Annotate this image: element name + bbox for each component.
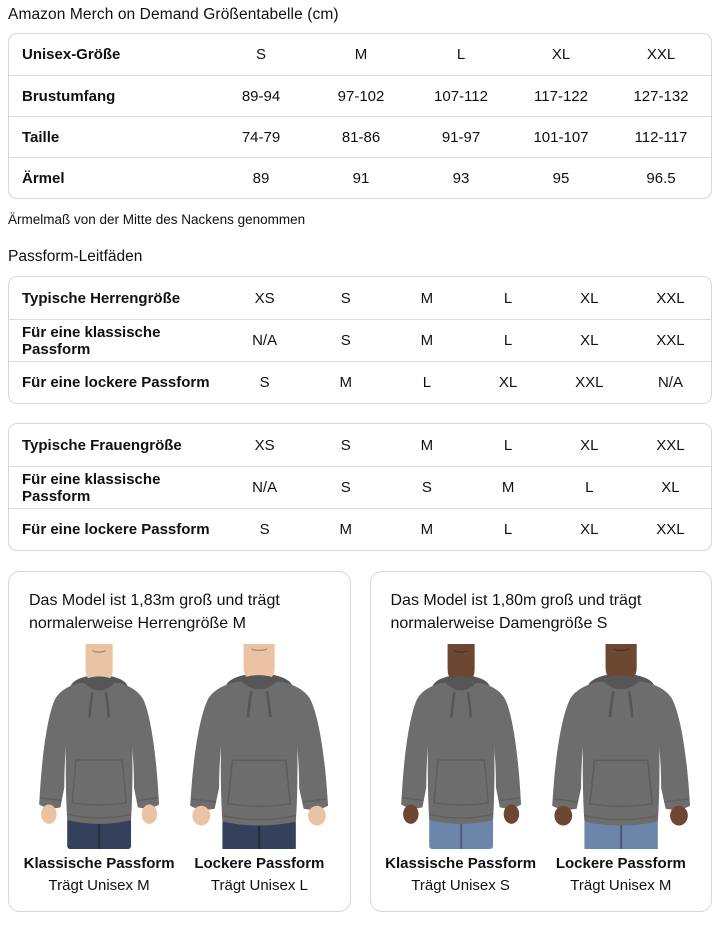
fit-size: L [503,289,513,307]
measure-value: 96.5 [646,169,676,187]
fit-size: L [585,479,594,496]
fit-size: XXL [656,521,685,538]
fit-size: XL [498,374,518,391]
female-model-card [370,571,713,912]
row-label: Für eine klassische Passform [22,470,161,505]
measure-value: 107-112 [434,87,488,105]
fit-size: L [503,521,513,538]
fit-size: XL [661,479,680,496]
table-row [9,319,711,361]
size-header: XXL [646,46,676,63]
size-header: M [354,46,368,63]
figures-row [19,644,340,897]
fit-size: S [340,479,351,496]
worn-size-label: Trägt Unisex S [411,876,510,894]
fit-label: Lockere Passform [555,855,686,872]
fit-size: XS [254,289,275,307]
fit-size: L [503,436,513,454]
fit-size: XXL [656,289,685,307]
male-loose-hoodie-photo [179,644,339,849]
fit-guides-heading: Passform-Leitfäden [8,248,143,265]
page-title: Amazon Merch on Demand Größentabelle (cm) [8,6,339,23]
fit-size: L [422,374,432,391]
fit-size: N/A [657,374,683,391]
measure-value: 81-86 [341,128,381,146]
model-description: Das Model ist 1,83m groß und trägt normalerweise Herrengröße M [29,592,280,632]
fit-size: XL [580,332,599,349]
row-label: Typische Herrengröße [22,289,181,307]
row-label: Taille [22,128,60,146]
male-model-card [8,571,351,912]
fit-size: M [420,332,434,349]
female-classic-hoodie-photo [381,644,541,849]
classic-fit-figure [19,644,179,897]
row-label: Für eine klassische Passform [22,323,161,358]
measure-value: 89 [252,169,270,187]
table-row [9,424,711,466]
sleeve-measure-footnote: Ärmelmaß von der Mitte des Nackens genommen [8,212,306,227]
fit-size: N/A [252,332,278,349]
fit-size: XXL [656,436,685,454]
fit-size: L [503,332,513,349]
table-row [9,277,711,319]
measure-value: 91 [352,169,370,187]
table-row [9,157,711,198]
female-loose-hoodie-photo [541,644,701,849]
fit-size: S [259,521,270,538]
fit-size: XL [580,521,599,538]
worn-size-label: Trägt Unisex M [48,876,150,894]
measure-value: 74-79 [241,128,281,146]
measure-value: 97-102 [337,87,385,105]
fit-label: Klassische Passform [385,855,537,872]
fit-size: XL [580,436,599,454]
fit-size: M [420,436,434,454]
size-header: L [456,46,466,63]
measure-value: 89-94 [241,87,281,105]
size-header: XL [551,46,571,63]
fit-size: XXL [656,332,685,349]
mens-fit-table [8,276,712,404]
measure-value: 112-117 [634,128,688,146]
fit-size: N/A [252,479,278,496]
row-label: Ärmel [22,169,65,187]
fit-size: S [340,289,351,307]
fit-size: M [501,479,515,496]
row-label: Brustumfang [22,87,116,105]
table-row [9,75,711,116]
fit-label: Lockere Passform [194,855,325,872]
size-header: S [255,46,266,63]
loose-fit-figure [179,644,339,897]
measure-value: 93 [452,169,470,187]
table-header-row [9,34,711,75]
fit-size: XXL [575,374,604,391]
fit-size: S [340,436,351,454]
worn-size-label: Trägt Unisex M [570,876,672,894]
figures-row [381,644,702,897]
row-label: Typische Frauengröße [22,436,182,454]
fit-label: Klassische Passform [23,855,175,872]
table-row [9,466,711,508]
fit-size: M [420,521,434,538]
table-row [9,116,711,157]
fit-size: S [340,332,351,349]
measure-value: 117-122 [534,87,588,105]
column-header: Unisex-Größe [22,46,121,63]
male-classic-hoodie-photo [19,644,179,849]
model-description: Das Model ist 1,80m groß und trägt normalerweise Damengröße S [390,592,642,632]
loose-fit-figure [541,644,701,897]
row-label: Für eine lockere Passform [22,374,210,391]
unisex-size-table [8,33,712,199]
table-row [9,508,711,550]
fit-size: S [259,374,270,391]
measure-value: 95 [552,169,570,187]
fit-size: M [339,521,352,538]
worn-size-label: Trägt Unisex L [210,876,308,894]
table-row [9,361,711,403]
fit-size: M [339,374,352,391]
classic-fit-figure [381,644,541,897]
fit-size: XL [580,289,599,307]
measure-value: 127-132 [633,87,689,105]
fit-size: XS [254,436,275,454]
measure-value: 91-97 [441,128,481,146]
fit-size: M [420,289,434,307]
fit-size: S [421,479,432,496]
womens-fit-table [8,423,712,551]
row-label: Für eine lockere Passform [22,521,210,538]
measure-value: 101-107 [533,128,589,146]
model-cards-row [8,571,712,912]
